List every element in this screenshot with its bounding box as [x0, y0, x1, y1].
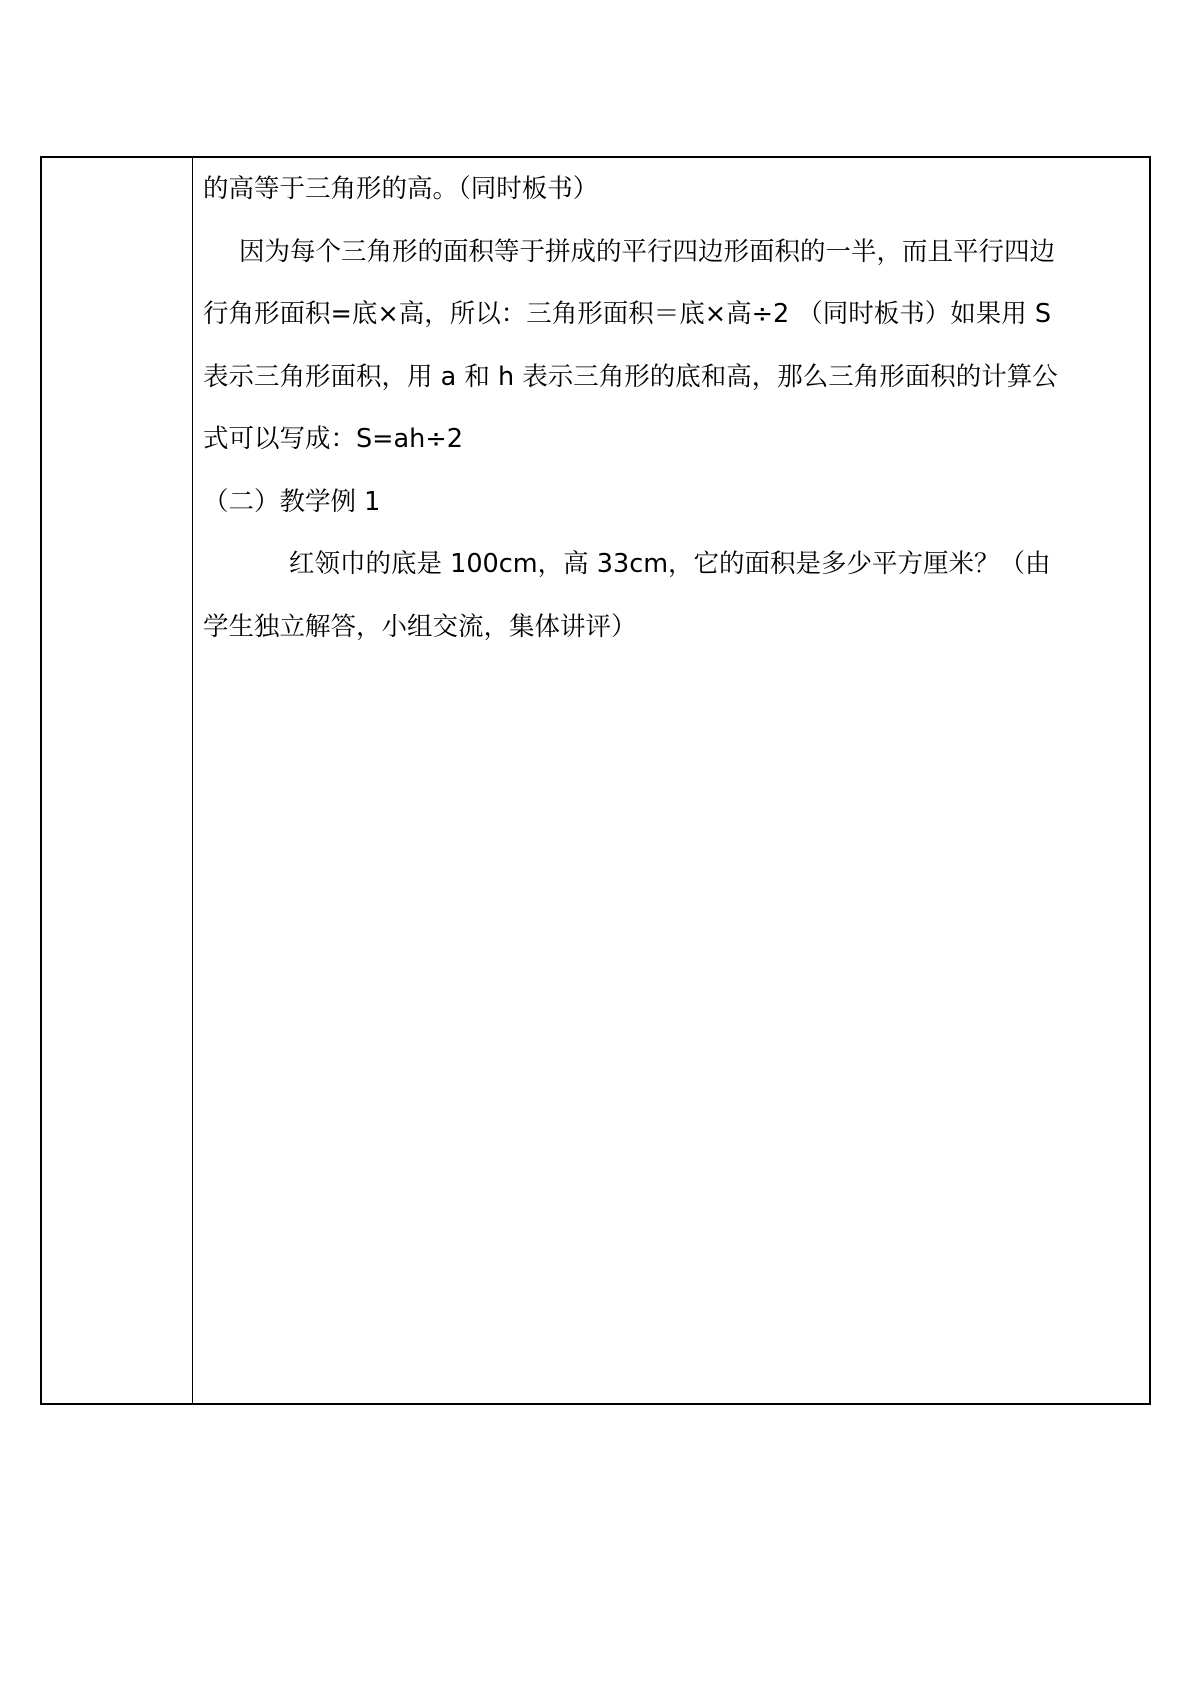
text-line: 表示三角形面积，用 a 和 h 表示三角形的底和高，那么三角形面积的计算公	[203, 361, 1058, 392]
text-line: 学生独立解答，小组交流，集体讲评）	[203, 611, 637, 642]
text-line: 因为每个三角形的面积等于拼成的平行四边形面积的一半，而且平行四边	[239, 236, 1056, 267]
table-content-cell	[193, 158, 1149, 1403]
text-line: 红领巾的底是 100cm，高 33cm，它的面积是多少平方厘米？（由	[289, 549, 1051, 579]
lesson-table	[40, 156, 1151, 1405]
text-line: 式可以写成：S=ah÷2	[203, 424, 463, 454]
section-heading: （二）教学例 1	[203, 486, 381, 517]
text-line: 的高等于三角形的高。（同时板书）	[203, 174, 599, 204]
text-line: 行角形面积=底×高，所以：三角形面积＝底×高÷2 （同时板书）如果用 S	[203, 299, 1052, 329]
table-left-cell	[42, 158, 193, 1403]
